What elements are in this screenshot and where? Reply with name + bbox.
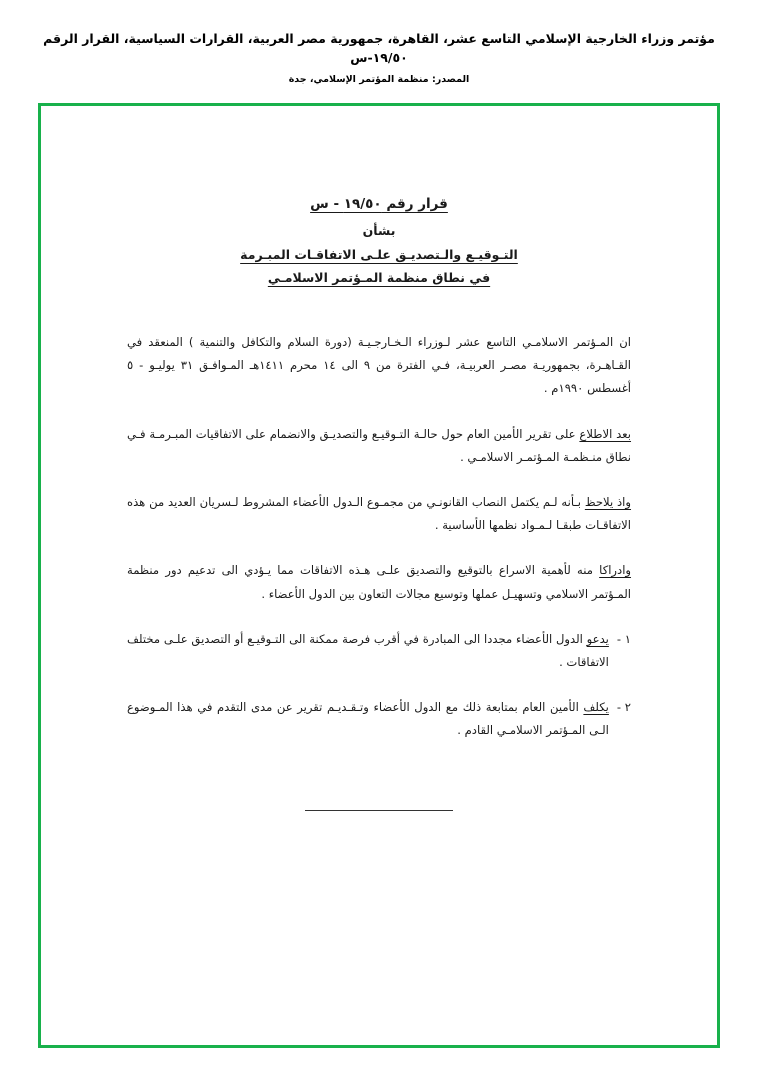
resolution-subject-line-1: التـوقيـع والـتصديـق علـى الاتفاقـات المبـرمة [240, 247, 518, 262]
operative-item-1 [127, 628, 631, 674]
item-text-2: الأمين العام بمتابعة ذلك مع الدول الأعضاء وتـقـديـم تقرير عن مدى التقدم في هذا المـوضوع الـى المـؤتمر الاسلامـي القادم . [127, 700, 609, 738]
preamble-paragraph-3 [127, 491, 631, 537]
paragraph-text-1: ان المـؤتمر الاسلامـي التاسع عشر لـوزراء الـخـارجـيـة (دورة السلام والتكافل والتنمية ) المنعقد في القـاهـرة، بجمهوريـة مصـر العربيـة، فـي الفترة من ٩ الى ١٤ محرم ١٤١١هـ المـوافـق ٣١ يوليـو - ٥ أغسطس ١٩٩٠م . [127, 335, 631, 396]
item-marker-1: ١ - [616, 631, 631, 646]
scanned-document-frame [38, 103, 720, 1048]
end-divider-wrapper [127, 796, 631, 815]
paragraph-lead-3: واذ يلاحظ [584, 494, 632, 509]
paragraph-lead-4: وادراكا [599, 563, 632, 578]
resolution-heading [127, 196, 631, 285]
item-marker-2: ٢ - [616, 700, 631, 715]
scanned-document-body [41, 106, 717, 1045]
item-lead-2: يكلف [583, 700, 609, 715]
document-header [0, 0, 758, 85]
preamble-paragraph-4 [127, 559, 631, 605]
resolution-number: قرار رقم ١٩/٥٠ - س [310, 196, 448, 212]
document-source: المصدر: منظمة المؤتمر الإسلامي، جدة [288, 73, 470, 85]
paragraph-text-3: بـأنه لـم يكتمل النصاب القانونـي من مجمـوع الـدول الأعضاء المشروط لـسريان العديد من هذه الاتفاقـات طبقـا لـمـواد نظمها الأساسية . [127, 494, 631, 533]
paragraph-text-4: منه لأهمية الاسراع بالتوقيع والتصديق علـى هـذه الاتفاقات مما يـؤدي الى تدعيم دور منظمة المـؤتمر الاسلامي وتسهيـل عملها وتوسيع مجالات التعاون بين الدول الأعضاء . [127, 563, 631, 601]
operative-item-2 [127, 696, 631, 742]
preamble-paragraph-2 [127, 423, 631, 469]
item-body-1 [127, 628, 609, 674]
item-body-2 [127, 696, 609, 742]
end-divider [305, 810, 453, 811]
resolution-about-label: بشأن [362, 223, 396, 238]
paragraph-text-2: على تقرير الأمين العام حول حالـة التـوقيـع والتصديـق والانضمام على الاتفاقيات المبـرمـة فـي نطاق منـظمـة المـؤتمـر الاسلامـي . [127, 426, 631, 464]
page-title: مؤتمر وزراء الخارجية الإسلامي التاسع عشر، القاهرة، جمهورية مصر العربية، القرارات السياسية، القرار الرقم ١٩/٥٠-س [43, 31, 715, 65]
resolution-subject-line-2: في نطاق منظمة المـؤتمر الاسلامـي [267, 270, 491, 285]
preamble-paragraph-1 [127, 331, 631, 401]
item-lead-1: يدعو [586, 631, 609, 646]
item-text-1: الدول الأعضاء مجددا الى المبادرة في أقرب فرصة ممكنة الى التـوقيـع أو التصديق علـى مختلف الاتفاقات . [127, 631, 609, 669]
paragraph-lead-2: بعد الاطلاع [579, 426, 632, 441]
